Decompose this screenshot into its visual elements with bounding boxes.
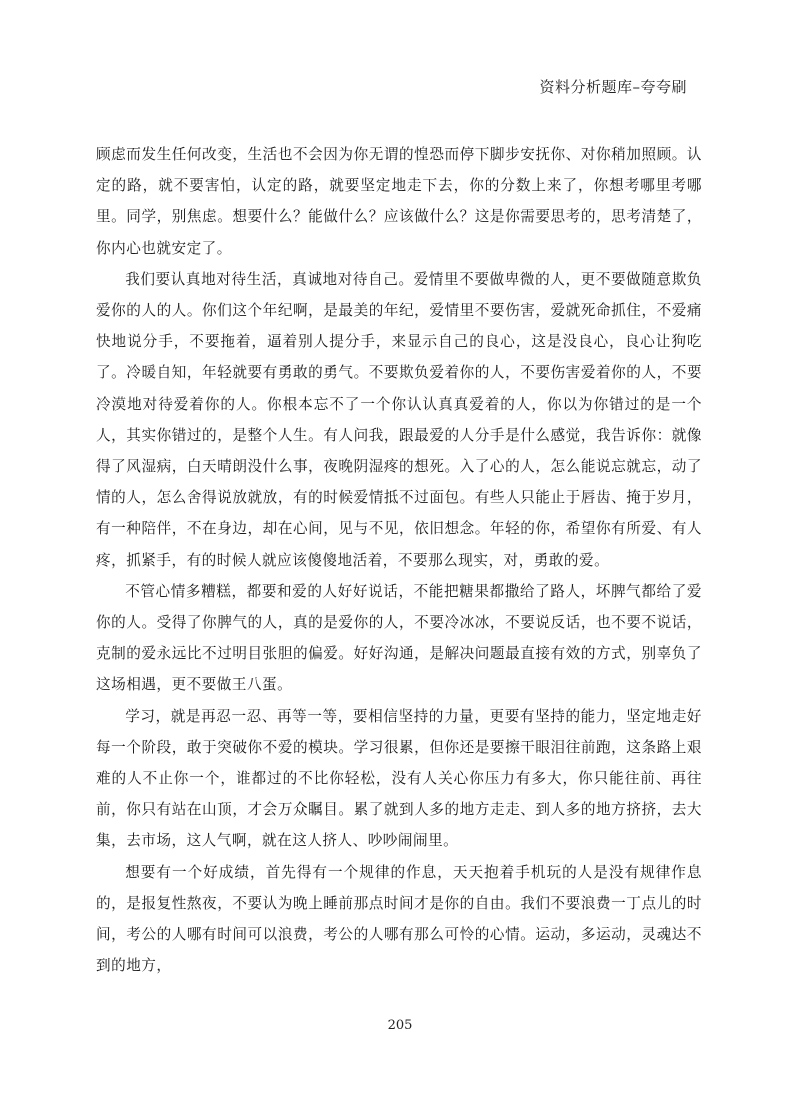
paragraph-4: 学习，就是再忍一忍、再等一等，要相信坚持的力量，更要有坚持的能力，坚定地走好每一个阶段，敢于突破你不爱的模块。学习很累，但你还是要擦干眼泪往前跑，这条路上艰难的人不止你一个，谁都过的不比你轻松，没有人关心你压力有多大，你只能往前、再往前，你只有站在山顶，才会万众瞩目。累了就到人多的地方走走、到人多的地方挤挤，去大集，去市场，这人气啊，就在这人挤人、吵吵闹闹里。 — [96, 707, 702, 850]
body-text — [96, 139, 702, 981]
paragraph-5: 想要有一个好成绩，首先得有一个规律的作息，天天抱着手机玩的人是没有规律作息的，是报复性熬夜，不要认为晚上睡前那点时间才是你的自由。我们不要浪费一丁点儿的时间，考公的人哪有时间可以浪费，考公的人哪有那么可怜的心情。运动，多运动，灵魂达不到的地方， — [96, 863, 702, 975]
paragraph-1: 顾虑而发生任何改变，生活也不会因为你无谓的惶恐而停下脚步安抚你、对你稍加照顾。认定的路，就不要害怕，认定的路，就要坚定地走下去，你的分数上来了，你想考哪里考哪里。同学，别焦虑。想要什么？能做什么？应该做什么？这是你需要思考的，思考清楚了，你内心也就安定了。 — [96, 146, 702, 257]
running-header: 资料分析题库–夸夸刷 — [539, 78, 687, 96]
page-number: 205 — [387, 1018, 413, 1033]
paragraph-2: 我们要认真地对待生活，真诚地对待自己。爱情里不要做卑微的人，更不要做随意欺负爱你的人的人。你们这个年纪啊，是最美的年纪，爱情里不要伤害，爱就死命抓住，不爱痛快地说分手，不要拖着，逼着别人提分手，来显示自己的良心，这是没良心，良心让狗吃了。冷暖自知，年轻就要有勇敢的勇气。不要欺负爱着你的人，不要伤害爱着你的人，不要冷漠地对待爱着你的人。你根本忘不了一个你认认真真爱着的人，你以为你错过的是一个人，其实你错过的，是整个人生。有人问我，跟最爱的人分手是什么感觉，我告诉你：就像得了风湿病，白天晴朗没什么事，夜晚阴湿疼的想死。入了心的人，怎么能说忘就忘，动了情的人，怎么舍得说放就放，有的时候爱情抵不过面包。有些人只能止于唇齿、掩于岁月，有一种陪伴，不在身边，却在心间，见与不见，依旧想念。年轻的你，希望你有所爱、有人疼，抓紧手，有的时候人就应该傻傻地活着，不要那么现实，对，勇敢的爱。 — [96, 270, 702, 569]
paragraph-3: 不管心情多糟糕，都要和爱的人好好说话，不能把糖果都撒给了路人，坏脾气都给了爱你的人。受得了你脾气的人，真的是爱你的人，不要冷冰冰，不要说反话，也不要不说话，克制的爱永远比不过明目张胆的偏爱。好好沟通，是解决问题最直接有效的方式，别辜负了这场相遇，更不要做王八蛋。 — [96, 582, 702, 694]
